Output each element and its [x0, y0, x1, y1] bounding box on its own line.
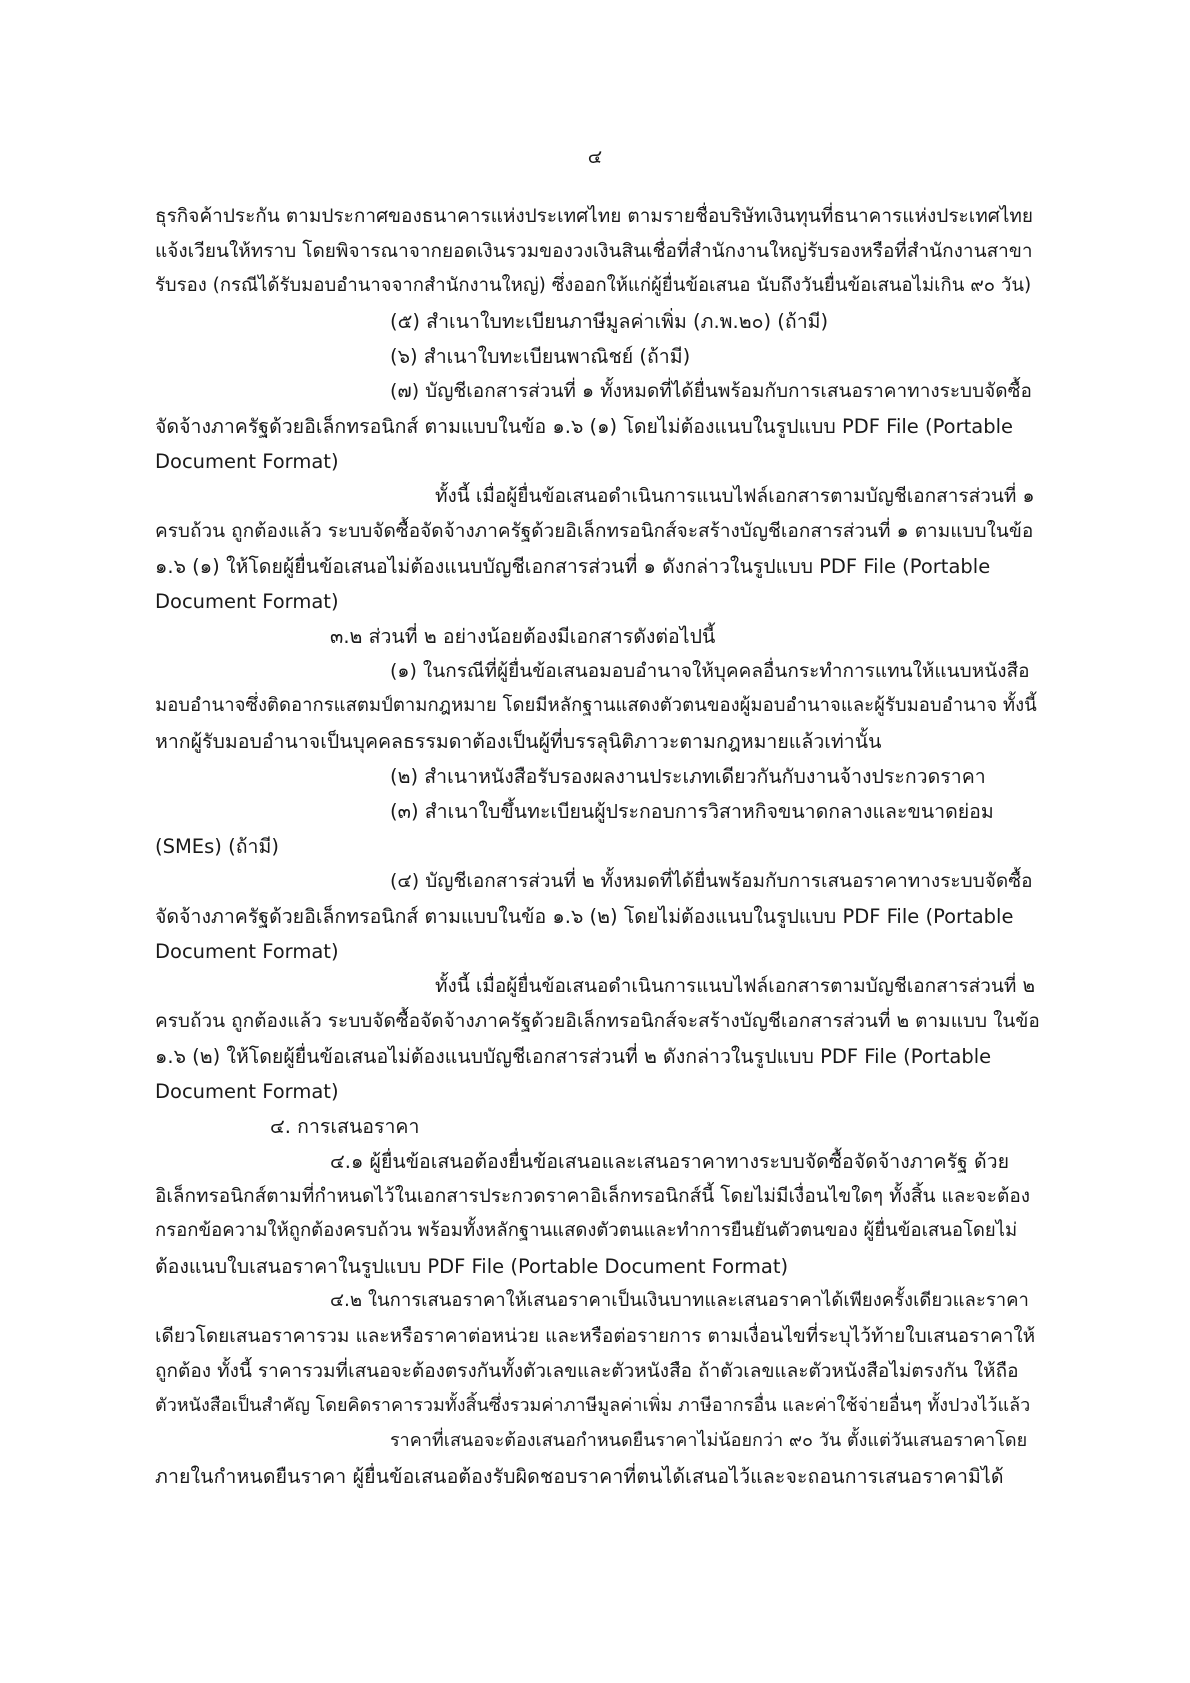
page-number: ๔: [587, 146, 603, 168]
text-line: Document Format): [155, 1080, 339, 1103]
text-line: จัดจ้างภาครัฐด้วยอิเล็กทรอนิกส์ ตามแบบในข้อ ๑.๖ (๑) โดยไม่ต้องแนบในรูปแบบ PDF File (Portable: [155, 415, 1013, 438]
text-line: จัดจ้างภาครัฐด้วยอิเล็กทรอนิกส์ ตามแบบในข้อ ๑.๖ (๒) โดยไม่ต้องแนบในรูปแบบ PDF File (Portable: [155, 905, 1014, 928]
text-line: Document Format): [155, 590, 339, 613]
text-line: ครบถ้วน ถูกต้องแล้ว ระบบจัดซื้อจัดจ้างภาครัฐด้วยอิเล็กทรอนิกส์จะสร้างบัญชีเอกสารส่วนที่ ๒ ตามแบบ ในข้อ: [155, 1010, 1040, 1032]
text-line: มอบอำนาจซึ่งติดอากรแสตมป์ตามกฎหมาย โดยมีหลักฐานแสดงตัวตนของผู้มอบอำนาจและผู้รับมอบอำนาจ ทั้งนี้: [155, 695, 1037, 716]
text-line: รับรอง (กรณีได้รับมอบอำนาจจากสำนักงานใหญ่) ซึ่งออกให้แก่ผู้ยื่นข้อเสนอ นับถึงวันยื่นข้อเสนอไม่เกิน ๙๐ วัน): [155, 275, 1032, 296]
text-line: ต้องแนบใบเสนอราคาในรูปแบบ PDF File (Portable Document Format): [155, 1255, 789, 1278]
text-line: ตัวหนังสือเป็นสำคัญ โดยคิดราคารวมทั้งสิ้นซึ่งรวมค่าภาษีมูลค่าเพิ่ม ภาษีอากรอื่น และค่าใช้จ่ายอื่นๆ ทั้งปวงไว้แล้ว: [155, 1395, 1031, 1416]
text-line: Document Format): [155, 940, 339, 963]
text-line: ๑.๖ (๒) ให้โดยผู้ยื่นข้อเสนอไม่ต้องแนบบัญชีเอกสารส่วนที่ ๒ ดังกล่าวในรูปแบบ PDF File (Portable: [155, 1045, 992, 1068]
section-heading: ๓.๒ ส่วนที่ ๒ อย่างน้อยต้องมีเอกสารดังต่อไปนี้: [330, 625, 716, 648]
section-heading: ๔. การเสนอราคา: [270, 1115, 420, 1138]
text-line: เดียวโดยเสนอราคารวม และหรือราคาต่อหน่วย และหรือต่อรายการ ตามเงื่อนไขที่ระบุไว้ท้ายใบเสนอราคาให้: [155, 1325, 1036, 1347]
text-line: ถูกต้อง ทั้งนี้ ราคารวมที่เสนอจะต้องตรงกันทั้งตัวเลขและตัวหนังสือ ถ้าตัวเลขและตัวหนังสือไม่ตรงกัน ให้ถือ: [155, 1360, 1019, 1382]
clause-heading: ๔.๒ ในการเสนอราคาให้เสนอราคาเป็นเงินบาทและเสนอราคาได้เพียงครั้งเดียวและราคา: [330, 1290, 1029, 1311]
text-line: ธุรกิจค้าประกัน ตามประกาศของธนาคารแห่งประเทศไทย ตามรายชื่อบริษัทเงินทุนที่ธนาคารแห่งประเทศไทย: [155, 205, 1034, 227]
text-line: Document Format): [155, 450, 339, 473]
list-item: (๑) ในกรณีที่ผู้ยื่นข้อเสนอมอบอำนาจให้บุคคลอื่นกระทำการแทนให้แนบหนังสือ: [390, 660, 1030, 682]
list-item: (๖) สำเนาใบทะเบียนพาณิชย์ (ถ้ามี): [390, 345, 691, 368]
text-line: ๑.๖ (๑) ให้โดยผู้ยื่นข้อเสนอไม่ต้องแนบบัญชีเอกสารส่วนที่ ๑ ดังกล่าวในรูปแบบ PDF File (Portable: [155, 555, 991, 578]
text-line: ภายในกำหนดยืนราคา ผู้ยื่นข้อเสนอต้องรับผิดชอบราคาที่ตนได้เสนอไว้และจะถอนการเสนอราคามิได้: [155, 1465, 1004, 1488]
clause-heading: ๔.๑ ผู้ยื่นข้อเสนอต้องยื่นข้อเสนอและเสนอราคาทางระบบจัดซื้อจัดจ้างภาครัฐ ด้วย: [330, 1150, 1010, 1173]
text-line: ทั้งนี้ เมื่อผู้ยื่นข้อเสนอดำเนินการแนบไฟล์เอกสารตามบัญชีเอกสารส่วนที่ ๒: [435, 975, 1035, 997]
list-item: (๔) บัญชีเอกสารส่วนที่ ๒ ทั้งหมดที่ได้ยื่นพร้อมกับการเสนอราคาทางระบบจัดซื้อ: [390, 870, 1033, 892]
text-line: อิเล็กทรอนิกส์ตามที่กำหนดไว้ในเอกสารประกวดราคาอิเล็กทรอนิกส์นี้ โดยไม่มีเงื่อนไขใดๆ ทั้งสิ้น และจะต้อง: [155, 1185, 1031, 1207]
text-line: (SMEs) (ถ้ามี): [155, 835, 279, 858]
text-line: กรอกข้อความให้ถูกต้องครบถ้วน พร้อมทั้งหลักฐานแสดงตัวตนและทำการยืนยันตัวตนของ ผู้ยื่นข้อเสนอโดยไม่: [155, 1220, 1018, 1241]
list-item: (๕) สำเนาใบทะเบียนภาษีมูลค่าเพิ่ม (ภ.พ.๒๐) (ถ้ามี): [390, 310, 829, 333]
text-line: ราคาที่เสนอจะต้องเสนอกำหนดยืนราคาไม่น้อยกว่า ๙๐ วัน ตั้งแต่วันเสนอราคาโดย: [390, 1430, 1028, 1451]
list-item: (๒) สำเนาหนังสือรับรองผลงานประเภทเดียวกันกับงานจ้างประกวดราคา: [390, 765, 986, 788]
text-line: แจ้งเวียนให้ทราบ โดยพิจารณาจากยอดเงินรวมของวงเงินสินเชื่อที่สำนักงานใหญ่รับรองหรือที่สำนักงานสาขา: [155, 240, 1033, 262]
list-item: (๓) สำเนาใบขึ้นทะเบียนผู้ประกอบการวิสาหกิจขนาดกลางและขนาดย่อม: [390, 800, 994, 823]
text-line: ทั้งนี้ เมื่อผู้ยื่นข้อเสนอดำเนินการแนบไฟล์เอกสารตามบัญชีเอกสารส่วนที่ ๑: [435, 485, 1035, 507]
text-line: หากผู้รับมอบอำนาจเป็นบุคคลธรรมดาต้องเป็นผู้ที่บรรลุนิติภาวะตามกฎหมายแล้วเท่านั้น: [155, 730, 882, 753]
text-line: ครบถ้วน ถูกต้องแล้ว ระบบจัดซื้อจัดจ้างภาครัฐด้วยอิเล็กทรอนิกส์จะสร้างบัญชีเอกสารส่วนที่ ๑ ตามแบบในข้อ: [155, 520, 1034, 542]
list-item: (๗) บัญชีเอกสารส่วนที่ ๑ ทั้งหมดที่ได้ยื่นพร้อมกับการเสนอราคาทางระบบจัดซื้อ: [390, 380, 1032, 402]
